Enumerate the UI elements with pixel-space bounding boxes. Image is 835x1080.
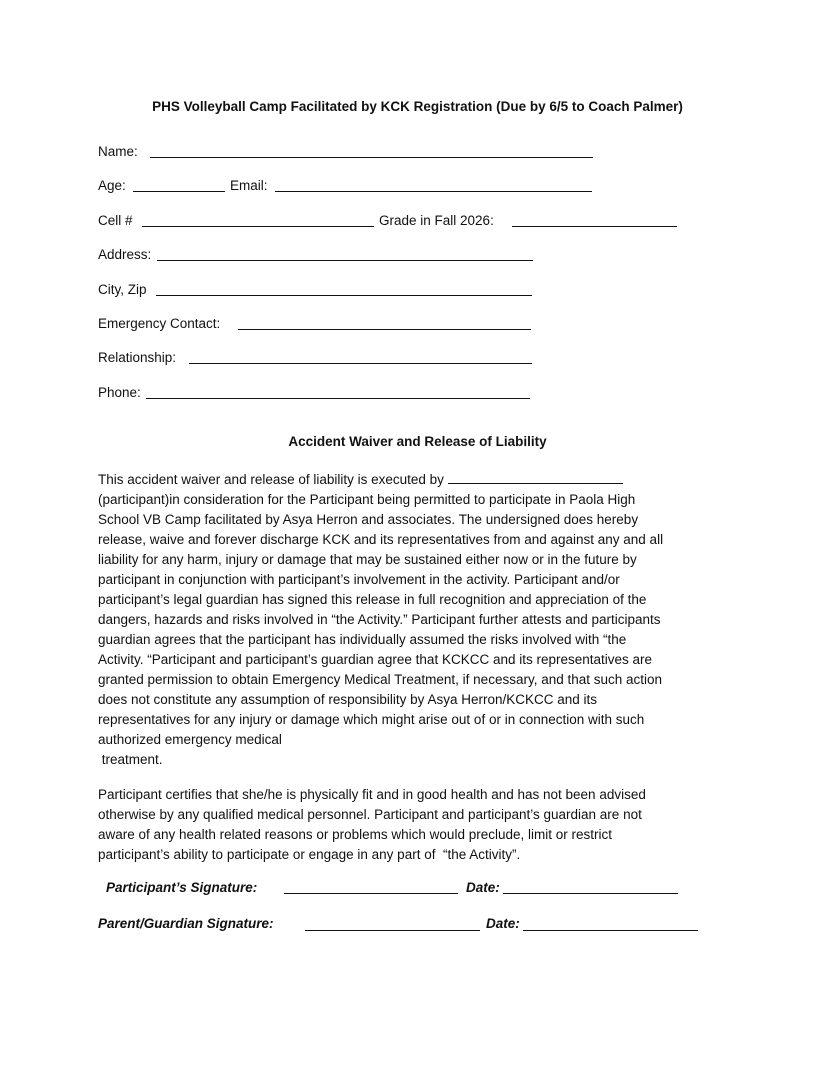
emergency-contact-field[interactable] <box>238 329 531 330</box>
waiver-line: representatives for any injury or damage which might arise out of or in connection with such <box>98 712 645 727</box>
city-zip-field[interactable] <box>156 295 532 296</box>
address-field[interactable] <box>157 260 533 261</box>
waiver-line: dangers, hazards and risks involved in “the Activity.” Participant further attests and participants <box>98 612 661 627</box>
certify-line: participant’s ability to participate or engage in any part of “the Activity”. <box>98 847 521 862</box>
relationship-label: Relationship: <box>98 350 177 365</box>
waiver-line: participant in conjunction with participant’s involvement in the activity. Participant and/or <box>98 572 620 587</box>
phone-field[interactable] <box>146 398 530 399</box>
guardian-date-field[interactable] <box>523 930 698 931</box>
waiver-line: guardian agrees that the participant has individually assumed the risks involved with “the <box>98 632 627 647</box>
waiver-line: This accident waiver and release of liability is executed by <box>98 470 738 490</box>
address-label: Address: <box>98 247 152 262</box>
cell-field[interactable] <box>142 226 374 227</box>
cell-label: Cell # <box>98 213 133 228</box>
email-label: Email: <box>230 178 268 193</box>
emergency-contact-label: Emergency Contact: <box>98 316 221 331</box>
waiver-line: liability for any harm, injury or damage that may be sustained either now or in the future by <box>98 552 637 567</box>
participant-name-field[interactable] <box>448 471 623 484</box>
waiver-line: Activity. “Participant and participant’s guardian agree that KCKCC and its representatives are <box>98 652 653 667</box>
guardian-signature-field[interactable] <box>305 930 480 931</box>
age-label: Age: <box>98 178 126 193</box>
waiver-line: release, waive and forever discharge KCK and its representatives from and against any and all <box>98 532 664 547</box>
certify-line: Participant certifies that she/he is physically fit and in good health and has not been advised <box>98 787 646 802</box>
guardian-signature-label: Parent/Guardian Signature: <box>98 916 274 931</box>
grade-label: Grade in Fall 2026: <box>379 213 494 228</box>
certify-line: aware of any health related reasons or problems which would preclude, limit or restrict <box>98 827 612 842</box>
participant-date-label: Date: <box>466 880 500 895</box>
name-field[interactable] <box>150 157 593 158</box>
form-title: PHS Volleyball Camp Facilitated by KCK Registration (Due by 6/5 to Coach Palmer) <box>152 99 683 114</box>
guardian-date-label: Date: <box>486 916 520 931</box>
age-field[interactable] <box>133 191 225 192</box>
city-zip-label: City, Zip <box>98 282 147 297</box>
waiver-paragraph <box>98 470 738 770</box>
waiver-line: authorized emergency medical <box>98 732 282 747</box>
waiver-line: (participant)in consideration for the Participant being permitted to participate in Paola High <box>98 492 636 507</box>
email-field[interactable] <box>275 191 592 192</box>
waiver-line: School VB Camp facilitated by Asya Herron and associates. The undersigned does hereby <box>98 512 639 527</box>
participant-signature-label: Participant’s Signature: <box>106 880 258 895</box>
relationship-field[interactable] <box>189 363 532 364</box>
waiver-line: does not constitute any assumption of responsibility by Asya Herron/KCKCC and its <box>98 692 597 707</box>
name-label: Name: <box>98 144 138 159</box>
phone-label: Phone: <box>98 385 141 400</box>
waiver-line: treatment. <box>98 752 163 767</box>
waiver-title: Accident Waiver and Release of Liability <box>288 434 547 449</box>
grade-field[interactable] <box>512 226 677 227</box>
certify-line: otherwise by any qualified medical personnel. Participant and participant’s guardian are not <box>98 807 642 822</box>
participant-signature-field[interactable] <box>284 893 458 894</box>
certification-paragraph <box>98 785 738 865</box>
participant-date-field[interactable] <box>503 893 678 894</box>
waiver-line: participant’s legal guardian has signed this release in full recognition and appreciation of the <box>98 592 647 607</box>
waiver-line: granted permission to obtain Emergency Medical Treatment, if necessary, and that such action <box>98 672 663 687</box>
